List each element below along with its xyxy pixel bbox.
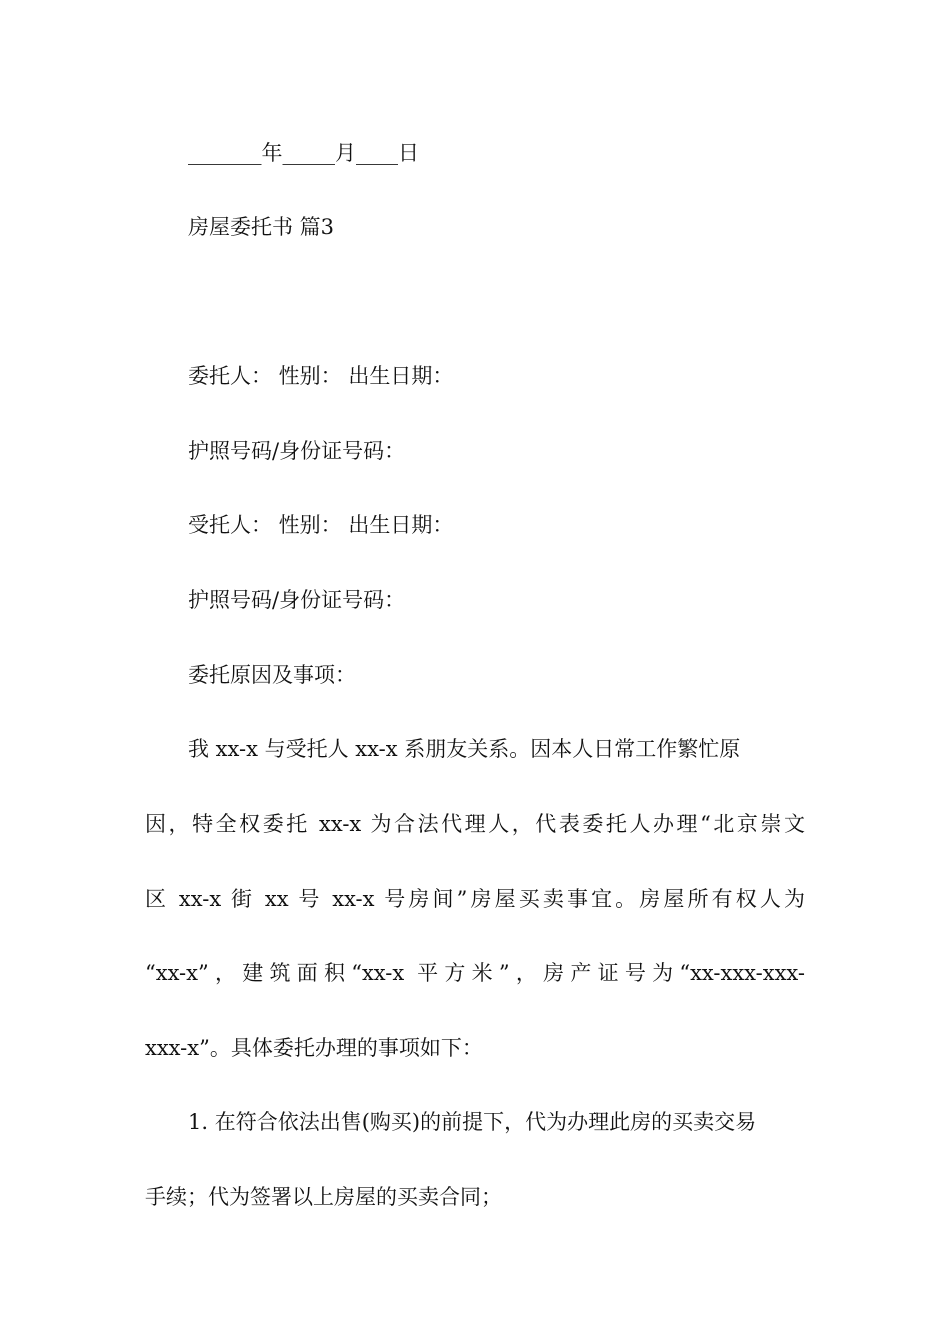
agent-id-line: 护照号码/身份证号码：: [188, 588, 406, 612]
list-item-line: 1. 在符合依法出售(购买)的前提下，代为办理此房的买卖交易: [188, 1110, 757, 1134]
principal-id-line: 护照号码/身份证号码：: [188, 439, 406, 463]
paragraph-line: xxx-x”。具体委托办理的事项如下：: [145, 1036, 483, 1060]
agent-line: 受托人： 性别： 出生日期：: [188, 513, 454, 537]
date-line: _______年_____月____日: [188, 141, 419, 165]
paragraph-line: 区 xx-x 街 xx 号 xx-x 号房间”房屋买卖事宜。房屋所有权人为: [145, 887, 805, 911]
section-title: 房屋委托书 篇3: [188, 215, 335, 239]
list-item-line: 手续；代为签署以上房屋的买卖合同；: [145, 1185, 502, 1209]
principal-line: 委托人： 性别： 出生日期：: [188, 364, 454, 388]
reason-heading: 委托原因及事项：: [188, 663, 356, 687]
paragraph-line: “xx-x”，建筑面积“xx-x 平方米”，房产证号为“xx-xxx-xxx-: [145, 961, 805, 985]
paragraph-line: 我 xx-x 与受托人 xx-x 系朋友关系。因本人日常工作繁忙原: [188, 737, 741, 761]
paragraph-line: 因，特全权委托 xx-x 为合法代理人，代表委托人办理“北京崇文: [145, 812, 805, 836]
